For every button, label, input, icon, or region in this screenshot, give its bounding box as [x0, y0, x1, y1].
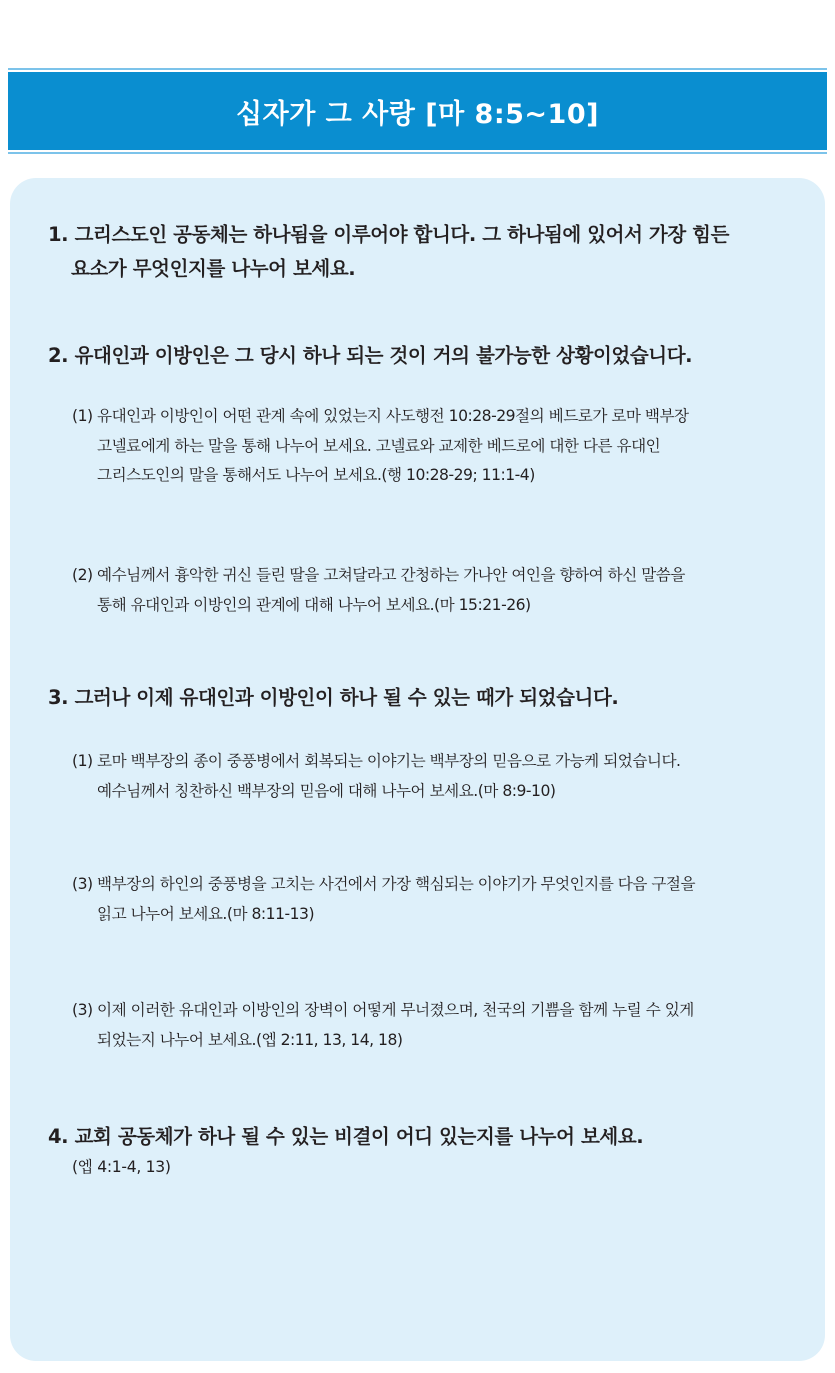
question-2-line-1: 2. 유대인과 이방인은 그 당시 하나 되는 것이 거의 불가능한 상황이었습니다. — [48, 344, 693, 367]
question-4-reference: (엡 4:1-4, 13) — [72, 1158, 171, 1176]
question-3-sub-3-line-2: 되었는지 나누어 보세요.(엡 2:11, 13, 14, 18) — [97, 1030, 403, 1049]
question-3-sub-3-line-1: (3) 이제 이러한 유대인과 이방인의 장벽이 어떻게 무너졌으며, 천국의 기쁨을 함께 누릴 수 있게 — [72, 1001, 694, 1019]
question-2-sub-1 — [72, 402, 798, 491]
question-2-sub-2-line-2: 통해 유대인과 이방인의 관계에 대해 나누어 보세요.(마 15:21-26) — [97, 595, 531, 614]
question-1 — [48, 218, 800, 286]
question-2-sub-2 — [72, 561, 798, 620]
question-3-sub-3 — [72, 996, 798, 1055]
question-2-sub-1-line-3: 그리스도인의 말을 통해서도 나누어 보세요.(행 10:28-29; 11:1-4) — [97, 466, 535, 484]
question-1-line-1: 1. 그리스도인 공동체는 하나됨을 이루어야 합니다. 그 하나됨에 있어서 가장 힘든 — [48, 223, 730, 246]
question-2-sub-1-line-1: (1) 유대인과 이방인이 어떤 관계 속에 있었는지 사도행전 10:28-29절의 베드로가 로마 백부장 — [72, 407, 689, 425]
title-banner — [8, 68, 827, 154]
title-banner-fill — [8, 72, 827, 150]
question-3-line-1: 3. 그러나 이제 유대인과 이방인이 하나 될 수 있는 때가 되었습니다. — [48, 686, 619, 709]
question-3-sub-2 — [72, 870, 798, 929]
question-2 — [48, 339, 800, 373]
question-3-sub-1-line-2: 예수님께서 칭찬하신 백부장의 믿음에 대해 나누어 보세요.(마 8:9-10) — [97, 781, 556, 800]
question-3 — [48, 681, 800, 715]
question-3-sub-2-line-1: (3) 백부장의 하인의 중풍병을 고치는 사건에서 가장 핵심되는 이야기가 무엇인지를 다음 구절을 — [72, 875, 696, 893]
page-title: 십자가 그 사랑 [마 8:5~10] — [236, 98, 599, 130]
question-4-line-1: 4. 교회 공동체가 하나 될 수 있는 비결이 어디 있는지를 나누어 보세요. — [48, 1125, 644, 1148]
question-3-sub-1 — [72, 747, 798, 806]
question-4 — [48, 1120, 800, 1154]
question-3-sub-2-line-2: 읽고 나누어 보세요.(마 8:11-13) — [97, 904, 315, 923]
question-2-sub-1-line-2: 고넬료에게 하는 말을 통해 나누어 보세요. 고넬료와 교제한 베드로에 대한 다른 유대인 — [97, 436, 661, 455]
questions-panel — [10, 178, 825, 1361]
question-3-sub-1-line-1: (1) 로마 백부장의 종이 중풍병에서 회복되는 이야기는 백부장의 믿음으로 가능케 되었습니다. — [72, 752, 681, 770]
question-2-sub-2-line-1: (2) 예수님께서 흉악한 귀신 들린 딸을 고쳐달라고 간청하는 가나안 여인을 향하여 하신 말씀을 — [72, 566, 685, 584]
question-1-line-2: 요소가 무엇인지를 나누어 보세요. — [71, 257, 356, 280]
